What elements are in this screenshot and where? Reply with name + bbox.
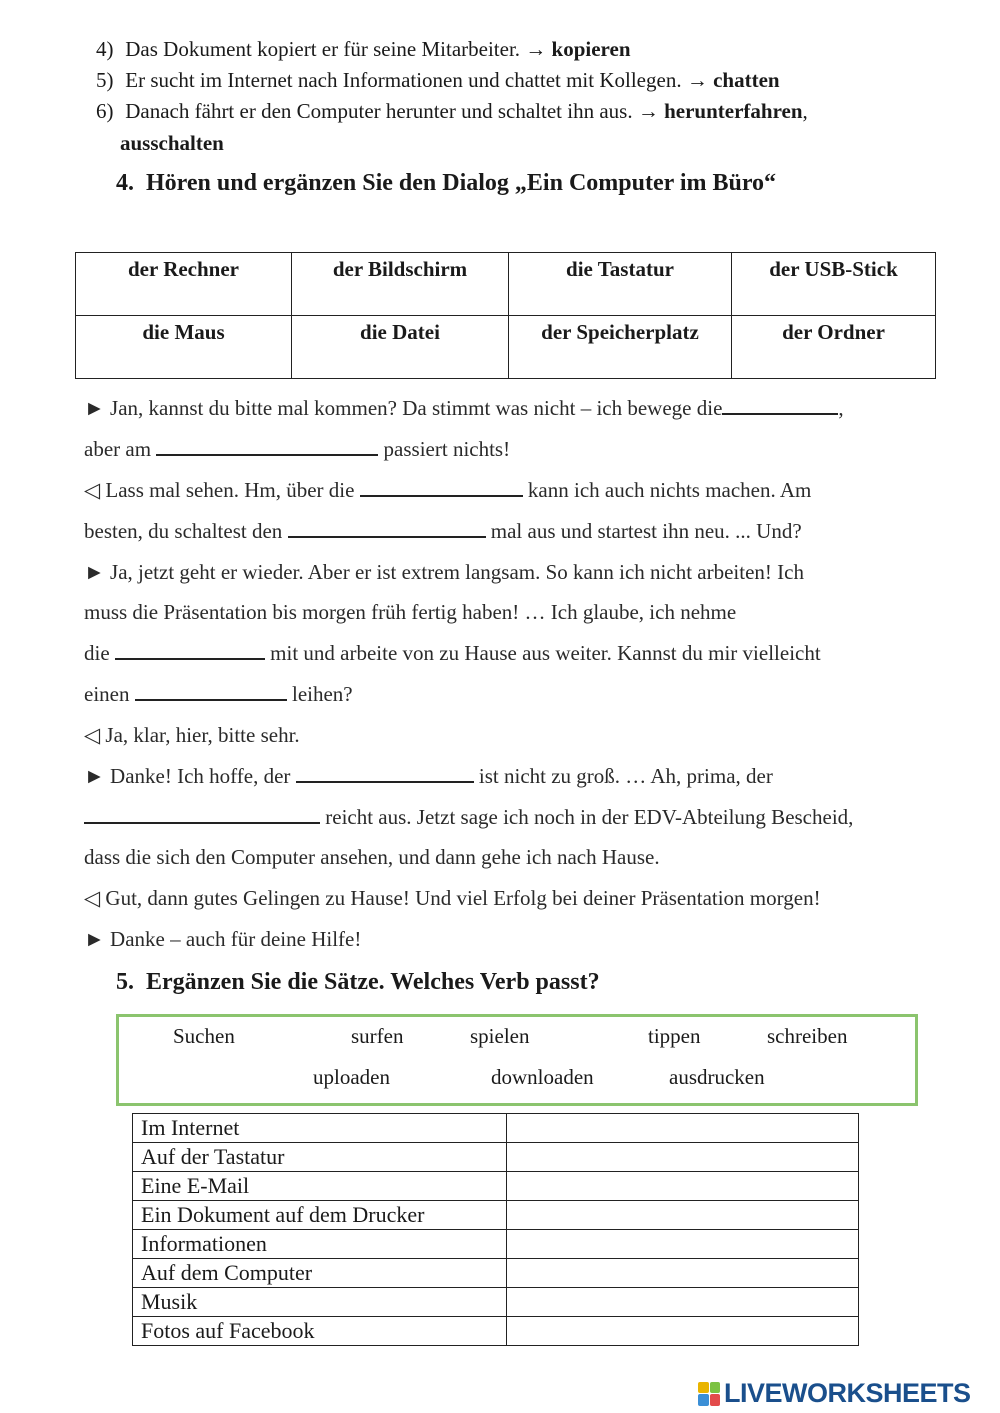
dialog-text: ► Ja, jetzt geht er wieder. Aber er ist extrem langsam. So kann ich nicht arbeiten! Ich xyxy=(84,560,804,584)
answer-cell[interactable] xyxy=(507,1114,859,1143)
dialog-text: ist nicht zu groß. … Ah, prima, der xyxy=(473,764,773,788)
dialog-line-12 xyxy=(84,844,660,870)
verb-option: ausdrucken xyxy=(669,1065,765,1089)
phrase-cell: Auf dem Computer xyxy=(133,1259,507,1288)
phrase-cell: Informationen xyxy=(133,1230,507,1259)
answer-blank-1[interactable] xyxy=(722,395,838,415)
dialog-text: die xyxy=(84,641,115,665)
dialog-line-14 xyxy=(84,926,361,952)
verb-option: tippen xyxy=(648,1024,701,1048)
item-number: 4) xyxy=(96,37,114,61)
verb-option: uploaden xyxy=(313,1065,390,1089)
item-number: 5) xyxy=(96,68,114,92)
vocab-word: die Datei xyxy=(292,316,509,379)
answer-blank-8[interactable] xyxy=(84,804,320,824)
answer-blank-5[interactable] xyxy=(115,640,265,660)
section-title: Hören und ergänzen Sie den Dialog „Ein Computer im Büro“ xyxy=(146,170,777,196)
table-row xyxy=(133,1230,859,1259)
dialog-text: kann ich auch nichts machen. Am xyxy=(522,478,812,502)
dialog-text: ◁ Lass mal sehen. Hm, über die xyxy=(84,478,360,502)
intro-item-4 xyxy=(96,36,631,62)
dialog-line-7 xyxy=(84,640,821,666)
phrase-cell: Im Internet xyxy=(133,1114,507,1143)
table-row xyxy=(133,1172,859,1201)
table-row xyxy=(133,1114,859,1143)
dialog-line-3 xyxy=(84,477,811,503)
phrase-cell: Auf der Tastatur xyxy=(133,1143,507,1172)
exercise-table xyxy=(132,1113,859,1346)
table-row xyxy=(133,1317,859,1346)
vocab-word: die Maus xyxy=(76,316,292,379)
dialog-text: reicht aus. Jetzt sage ich noch in der EDV-Abteilung Bescheid, xyxy=(320,805,854,829)
dialog-text: ◁ Ja, klar, hier, bitte sehr. xyxy=(84,723,300,747)
vocab-word: der Ordner xyxy=(732,316,936,379)
intro-item-6-continued xyxy=(120,130,224,156)
dialog-text: mit und arbeite von zu Hause aus weiter. Kannst du mir vielleicht xyxy=(264,641,821,665)
answer-blank-3[interactable] xyxy=(360,477,523,497)
verb-option: spielen xyxy=(470,1024,530,1048)
item-text: Danach fährt er den Computer herunter und schaltet ihn aus. → xyxy=(125,99,665,123)
dialog-text: einen xyxy=(84,682,135,706)
verb-word-box xyxy=(116,1014,918,1106)
dialog-line-11 xyxy=(84,804,853,830)
answer-blank-7[interactable] xyxy=(296,763,474,783)
verb-option: schreiben xyxy=(767,1024,848,1048)
dialog-line-5 xyxy=(84,559,804,585)
dialog-text: ► Danke – auch für deine Hilfe! xyxy=(84,927,362,951)
item-answer: ausschalten xyxy=(120,131,224,155)
item-answer: chatten xyxy=(713,68,780,92)
dialog-line-10 xyxy=(84,763,773,789)
liveworksheets-logo[interactable] xyxy=(698,1378,971,1409)
item-text: Das Dokument kopiert er für seine Mitarbeiter. → xyxy=(125,37,552,61)
table-row xyxy=(133,1259,859,1288)
vocab-word: der Speicherplatz xyxy=(509,316,732,379)
phrase-cell: Ein Dokument auf dem Drucker xyxy=(133,1201,507,1230)
item-number: 6) xyxy=(96,99,114,123)
dialog-text: mal aus und startest ihn neu. ... Und? xyxy=(485,519,802,543)
dialog-text: aber am xyxy=(84,437,157,461)
table-row xyxy=(133,1288,859,1317)
verb-option: Suchen xyxy=(173,1024,235,1048)
answer-cell[interactable] xyxy=(507,1317,859,1346)
dialog-text: besten, du schaltest den xyxy=(84,519,288,543)
dialog-text: ► Jan, kannst du bitte mal kommen? Da stimmt was nicht – ich bewege die xyxy=(84,396,723,420)
vocab-word: der Rechner xyxy=(76,253,292,316)
dialog-text: ◁ Gut, dann gutes Gelingen zu Hause! Und viel Erfolg bei deiner Präsentation morgen! xyxy=(84,886,821,910)
item-answer: herunterfahren xyxy=(664,99,803,123)
dialog-text: ► Danke! Ich hoffe, der xyxy=(84,764,296,788)
vocab-word: der USB-Stick xyxy=(732,253,936,316)
answer-cell[interactable] xyxy=(507,1230,859,1259)
verb-option: surfen xyxy=(351,1024,404,1048)
dialog-text: passiert nichts! xyxy=(378,437,511,461)
answer-cell[interactable] xyxy=(507,1259,859,1288)
answer-blank-2[interactable] xyxy=(156,436,378,456)
table-row xyxy=(133,1143,859,1172)
vocab-row xyxy=(76,316,936,379)
section-number: 5. xyxy=(116,969,134,995)
dialog-line-13 xyxy=(84,885,821,911)
dialog-text: dass die sich den Computer ansehen, und dann gehe ich nach Hause. xyxy=(84,845,660,869)
dialog-line-1 xyxy=(84,395,844,421)
dialog-line-4 xyxy=(84,518,802,544)
dialog-line-2 xyxy=(84,436,510,462)
vocab-table xyxy=(75,252,936,379)
vocab-word: die Tastatur xyxy=(509,253,732,316)
intro-item-5 xyxy=(96,67,780,93)
answer-cell[interactable] xyxy=(507,1172,859,1201)
item-answer: kopieren xyxy=(551,37,631,61)
item-text: Er sucht im Internet nach Informationen und chattet mit Kollegen. → xyxy=(125,68,714,92)
dialog-text: muss die Präsentation bis morgen früh fertig haben! … Ich glaube, ich nehme xyxy=(84,600,737,624)
answer-blank-6[interactable] xyxy=(135,681,287,701)
dialog-line-9 xyxy=(84,722,300,748)
answer-cell[interactable] xyxy=(507,1201,859,1230)
dialog-text: leihen? xyxy=(286,682,353,706)
answer-cell[interactable] xyxy=(507,1143,859,1172)
vocab-row xyxy=(76,253,936,316)
phrase-cell: Fotos auf Facebook xyxy=(133,1317,507,1346)
intro-item-6 xyxy=(96,98,808,124)
dialog-line-6 xyxy=(84,599,736,625)
phrase-cell: Eine E-Mail xyxy=(133,1172,507,1201)
dialog-line-8 xyxy=(84,681,353,707)
dialog-text: , xyxy=(838,396,844,420)
table-row xyxy=(133,1201,859,1230)
phrase-cell: Musik xyxy=(133,1288,507,1317)
item-comma: , xyxy=(802,99,808,123)
verb-option: downloaden xyxy=(491,1065,594,1089)
logo-text: LIVEWORKSHEETS xyxy=(724,1378,971,1408)
liveworksheets-icon xyxy=(698,1382,720,1406)
vocab-word: der Bildschirm xyxy=(292,253,509,316)
section-number: 4. xyxy=(116,170,134,196)
section-5-heading xyxy=(116,969,600,996)
section-4-heading xyxy=(116,170,776,197)
answer-blank-4[interactable] xyxy=(288,518,486,538)
answer-cell[interactable] xyxy=(507,1288,859,1317)
section-title: Ergänzen Sie die Sätze. Welches Verb passt? xyxy=(146,969,600,995)
